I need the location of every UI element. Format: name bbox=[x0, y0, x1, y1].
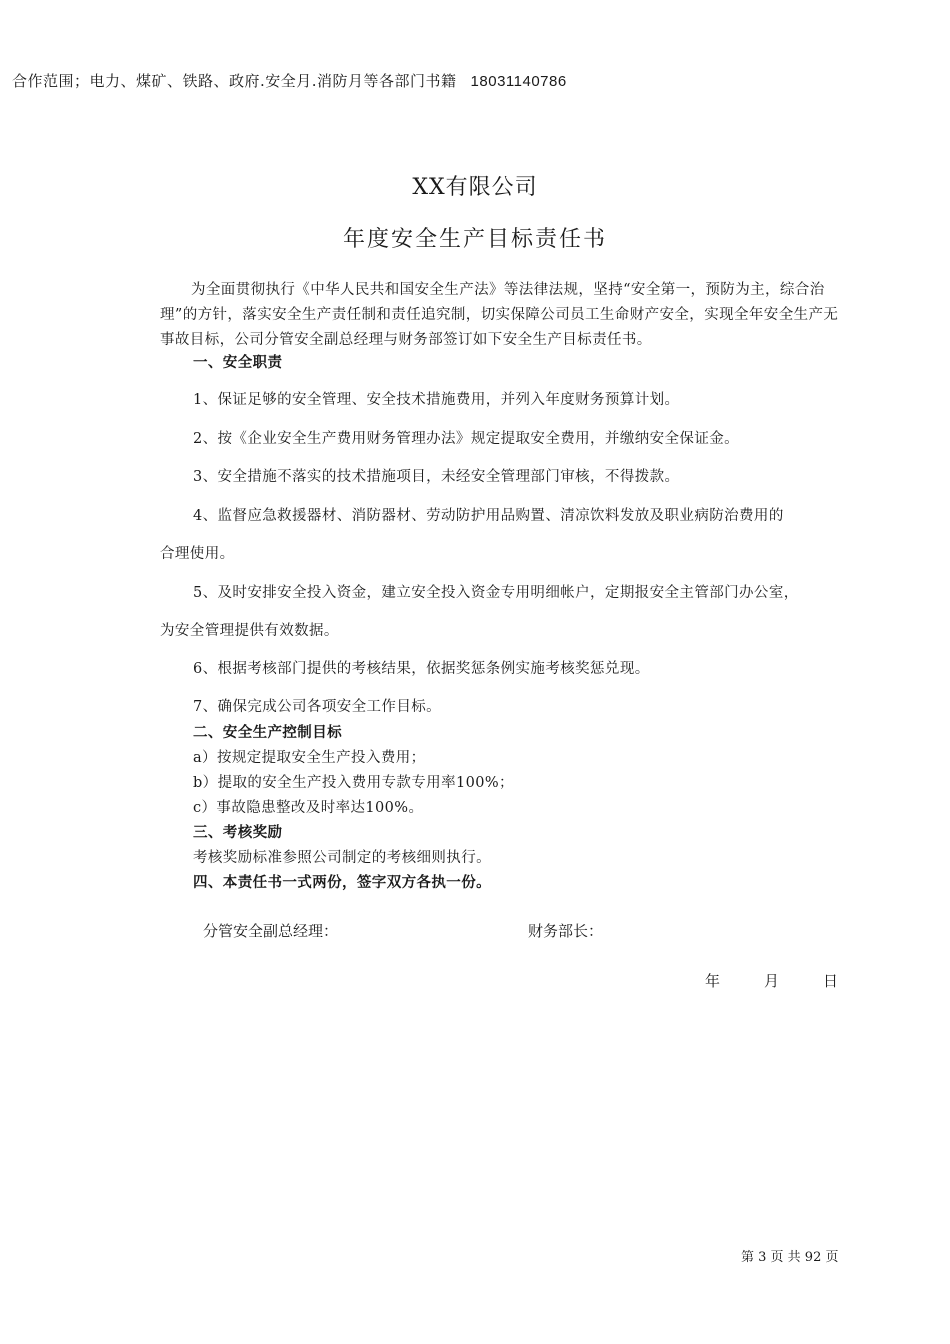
section1-heading: 一、安全职责 bbox=[193, 354, 283, 371]
intro-paragraph bbox=[160, 278, 850, 353]
header-phone: 18031140786 bbox=[470, 73, 567, 90]
header-note-text: 合作范围；电力、煤矿、铁路、政府.安全月.消防月等各部门书籍 bbox=[12, 72, 457, 90]
section1-item-7: 7、确保完成公司各项安全工作目标。 bbox=[193, 699, 442, 715]
section1-item-2: 2、按《企业安全生产费用财务管理办法》规定提取安全费用，并缴纳安全保证金。 bbox=[193, 431, 740, 447]
section1-item-5: 5、及时安排安全投入资金，建立安全投入资金专用明细帐户，定期报安全主管部门办公室， bbox=[193, 585, 799, 601]
section1-item-5-cont: 为安全管理提供有效数据。 bbox=[160, 623, 339, 639]
date-day: 日 bbox=[823, 972, 839, 990]
section1-item-4: 4、监督应急救援器材、消防器材、劳动防护用品购置、清凉饮料发放及职业病防治费用的 bbox=[193, 508, 784, 524]
section2-heading: 二、安全生产控制目标 bbox=[193, 724, 342, 741]
intro-text: 为全面贯彻执行《中华人民共和国安全生产法》等法律法规，坚持“安全第一，预防为主，综合治理”的方针，落实安全生产责任制和责任追究制，切实保障公司员工生命财产安全，实现全年安全生产无事故目标，公司分管安全副总经理与财务部签订如下安全生产目标责任书。 bbox=[160, 282, 839, 348]
section3-text: 考核奖励标准参照公司制定的考核细则执行。 bbox=[193, 850, 491, 866]
section1-item-6: 6、根据考核部门提供的考核结果，依据奖惩条例实施考核奖惩兑现。 bbox=[193, 661, 650, 677]
section2-item-b: b）提取的安全生产投入费用专款专用率100%； bbox=[193, 775, 514, 791]
date-month: 月 bbox=[764, 972, 780, 990]
date-year: 年 bbox=[705, 972, 721, 990]
section1-item-4-cont: 合理使用。 bbox=[160, 546, 235, 562]
company-title: XX有限公司 bbox=[412, 175, 538, 200]
section3-heading: 三、考核奖励 bbox=[193, 824, 283, 841]
section2-item-c: c）事故隐患整改及时率达100%。 bbox=[193, 800, 424, 816]
header-note bbox=[12, 70, 567, 91]
section1-item-1: 1、保证足够的安全管理、安全技术措施费用，并列入年度财务预算计划。 bbox=[193, 392, 680, 408]
page-number: 第 3 页 共 92 页 bbox=[741, 1250, 839, 1265]
section2-item-a: a）按规定提取安全生产投入费用； bbox=[193, 750, 426, 766]
section4-heading: 四、本责任书一式两份，签字双方各执一份。 bbox=[193, 874, 491, 891]
section1-item-3: 3、安全措施不落实的技术措施项目，未经安全管理部门审核，不得拨款。 bbox=[193, 469, 680, 485]
signature-left: 分管安全副总经理： bbox=[203, 922, 339, 940]
document-title: 年度安全生产目标责任书 bbox=[342, 227, 607, 252]
signature-right: 财务部长： bbox=[528, 922, 604, 940]
